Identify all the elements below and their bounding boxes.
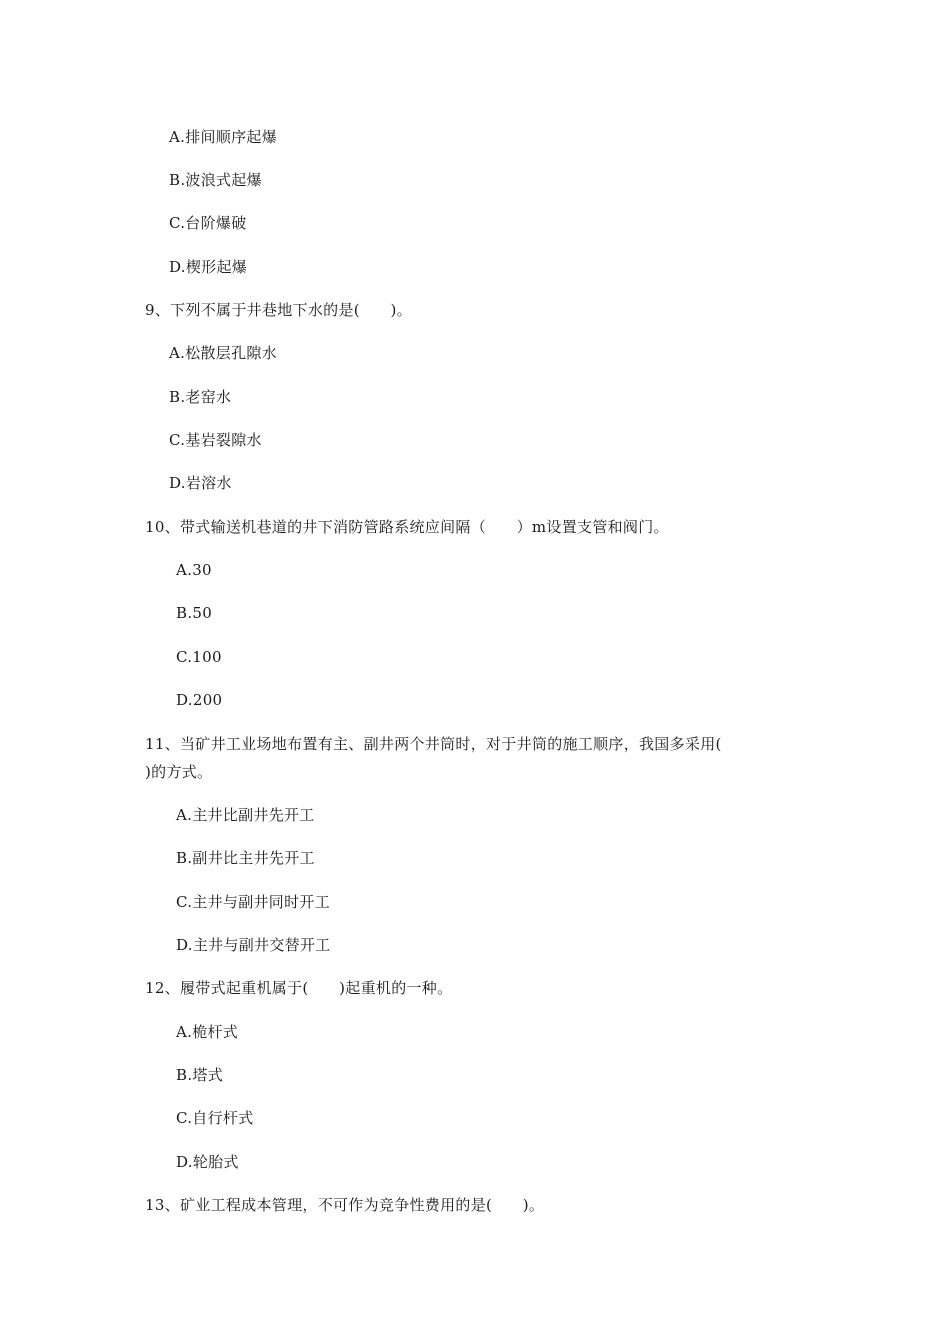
q12-option-b: B.塔式 bbox=[176, 1066, 223, 1084]
q11-question-line1: 11、当矿井工业场地布置有主、副井两个井筒时，对于井筒的施工顺序，我国多采用( bbox=[145, 735, 722, 753]
q11-option-d: D.主井与副井交替开工 bbox=[176, 936, 331, 954]
q10-option-d: D.200 bbox=[176, 691, 223, 709]
q9-option-a: A.松散层孔隙水 bbox=[169, 344, 278, 362]
q11-option-b: B.副井比主井先开工 bbox=[176, 849, 315, 867]
q10-option-c: C.100 bbox=[176, 648, 222, 666]
q8-option-a: A.排间顺序起爆 bbox=[169, 128, 278, 146]
q12-option-c: C.自行杆式 bbox=[176, 1109, 254, 1127]
q9-option-b: B.老窑水 bbox=[169, 388, 232, 406]
q11-question-line2: )的方式。 bbox=[145, 763, 213, 781]
q9-option-c: C.基岩裂隙水 bbox=[169, 431, 262, 449]
q10-option-a: A.30 bbox=[176, 561, 212, 579]
q12-question: 12、履带式起重机属于( )起重机的一种。 bbox=[145, 979, 453, 997]
q11-option-a: A.主井比副井先开工 bbox=[176, 806, 315, 824]
q12-option-d: D.轮胎式 bbox=[176, 1153, 239, 1171]
q8-option-c: C.台阶爆破 bbox=[169, 214, 247, 232]
q8-option-b: B.波浪式起爆 bbox=[169, 171, 262, 189]
q13-question: 13、矿业工程成本管理，不可作为竞争性费用的是( )。 bbox=[145, 1196, 545, 1214]
q9-option-d: D.岩溶水 bbox=[169, 474, 232, 492]
q10-option-b: B.50 bbox=[176, 604, 213, 622]
q12-option-a: A.桅杆式 bbox=[176, 1023, 239, 1041]
q10-question: 10、带式输送机巷道的井下消防管路系统应间隔（ ）m设置支管和阀门。 bbox=[145, 518, 669, 536]
q9-question: 9、下列不属于井巷地下水的是( )。 bbox=[145, 301, 412, 319]
q11-option-c: C.主井与副井同时开工 bbox=[176, 893, 331, 911]
q8-option-d: D.楔形起爆 bbox=[169, 258, 248, 276]
